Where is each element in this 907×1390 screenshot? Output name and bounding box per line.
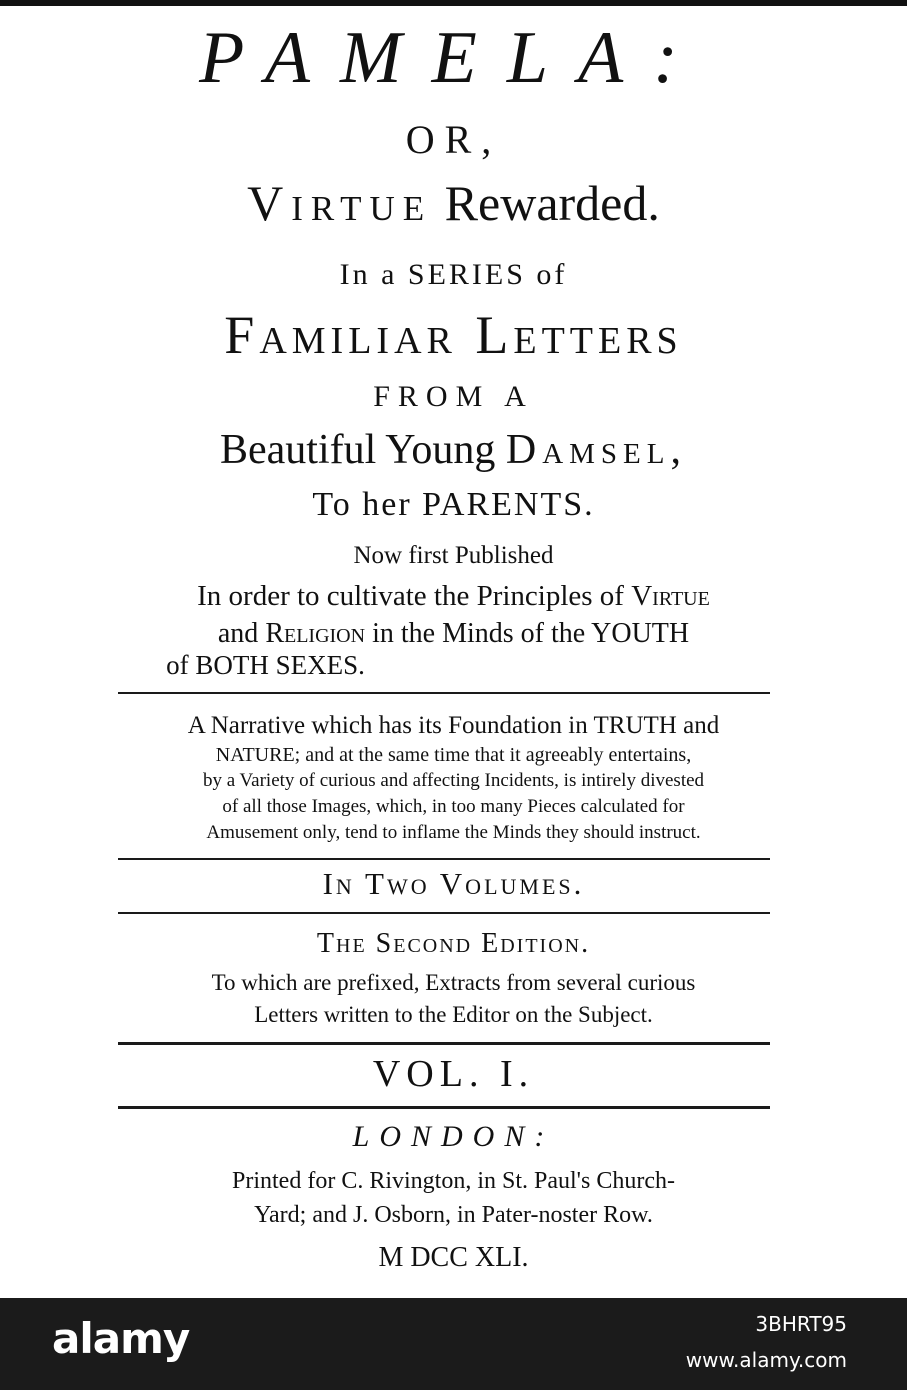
city-line: LONDON: (352, 1120, 555, 1153)
edition-line: The Second Edition. (316, 928, 591, 959)
purpose-2-and: and (217, 618, 259, 649)
narrative-line-1: A Narrative which has its Foundation in TRUTH and (187, 712, 720, 739)
purpose-1-text: In order to cultivate the Principles of (197, 580, 624, 612)
purpose-line-2 (0, 618, 907, 650)
watermark-bar (0, 1298, 907, 1390)
narrative-line-3: by a Variety of curious and affecting Incidents, is intirely divested (202, 770, 705, 791)
rule-1 (118, 692, 770, 694)
rule-2 (118, 858, 770, 860)
from-a-line: FROM A (373, 380, 534, 413)
rule-3 (118, 912, 770, 914)
volumes-line: In Two Volumes. (322, 866, 585, 901)
alamy-logo: alamy (52, 1314, 190, 1363)
or-line: OR, (405, 117, 502, 162)
printed-line-2: Yard; and J. Osborn, in Pater-noster Row. (254, 1202, 653, 1228)
alamy-url: www.alamy.com (685, 1348, 847, 1372)
damsel-line (0, 426, 907, 474)
familiar-letters: Familiar Letters (224, 305, 683, 365)
narrative-line-2: NATURE; and at the same time that it agreeably entertains, (215, 744, 692, 766)
prefixed-line-2: Letters written to the Editor on the Subject. (254, 1002, 653, 1027)
purpose-2-rest: in the Minds of the YOUTH (372, 618, 690, 649)
purpose-line-3: of BOTH SEXES. (166, 650, 365, 680)
rule-5 (118, 1106, 770, 1109)
damsel-word: Damsel, (505, 427, 687, 473)
damsel-line-a: Beautiful Young (220, 427, 496, 473)
purpose-1-virtue: Virtue (631, 580, 710, 612)
purpose-line-1 (0, 580, 907, 613)
purpose-2-religion: Religion (265, 618, 366, 649)
volume-number: VOL. I. (372, 1053, 535, 1095)
parents-line: To her PARENTS. (312, 486, 595, 523)
prefixed-line-1: To which are prefixed, Extracts from several curious (211, 970, 696, 995)
subtitle-rewarded: Rewarded. (444, 175, 660, 231)
printed-line-1: Printed for C. Rivington, in St. Paul's Church- (232, 1168, 675, 1194)
narrative-line-4: of all those Images, which, in too many Pieces calculated for (222, 796, 685, 817)
image-code: 3BHRT95 (755, 1312, 847, 1336)
narrative-line-5: Amusement only, tend to inflame the Minds they should instruct. (206, 822, 701, 843)
published-line: Now first Published (353, 542, 554, 569)
subtitle (0, 174, 907, 232)
book-title: PAMELA: (199, 17, 708, 99)
subtitle-virtue: Virtue (247, 175, 433, 231)
series-line: In a SERIES of (339, 258, 568, 291)
title-page (0, 6, 907, 1298)
rule-4 (118, 1042, 770, 1045)
year-line: M DCC XLI. (378, 1242, 529, 1273)
